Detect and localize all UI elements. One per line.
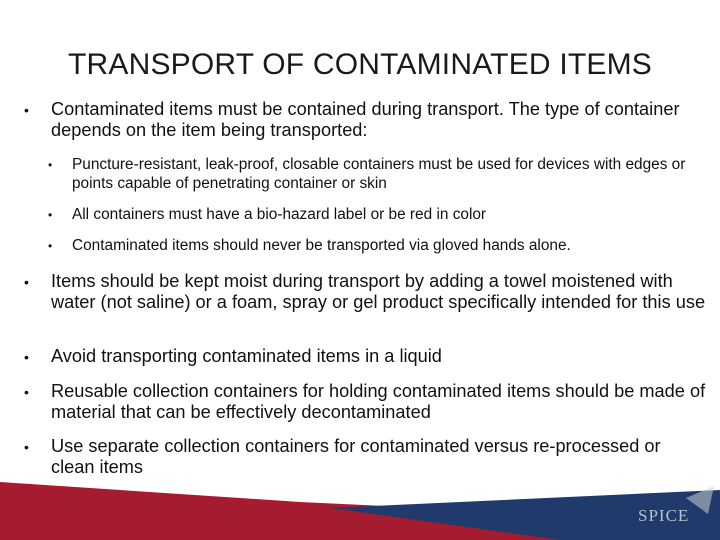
bullet-marker: • [24,102,29,118]
bullet-text: Contaminated items should never be transported via gloved hands alone. [72,237,571,254]
bullet-marker: • [48,158,53,172]
bullet-marker: • [24,274,29,290]
bullet-marker: • [48,239,53,253]
bullet-marker: • [24,349,29,365]
bullet-item [24,99,704,141]
bullet-marker: • [24,384,29,400]
bullet-text: Puncture-resistant, leak-proof, closable containers must be used for devices with edges or points capable of penetrating container or skin [72,156,686,192]
spice-logo: SPICE [638,506,690,525]
bullet-text: Items should be kept moist during transport by adding a towel moistened with water (not saline) or a foam, spray or gel product specifically intended for this use [51,271,706,312]
bullet-item [24,346,706,367]
sub-bullet-item [48,205,710,224]
footer-decoration [0,468,720,540]
bullet-item [24,271,706,313]
bullet-text: Contaminated items must be contained during transport. The type of container depends on the item being transported: [51,99,680,140]
slide-title: TRANSPORT OF CONTAMINATED ITEMS [67,48,652,81]
sub-bullet-item [48,155,710,193]
bullet-text: Avoid transporting contaminated items in a liquid [51,346,442,366]
bullet-marker: • [48,208,53,222]
bullet-text: Reusable collection containers for holding contaminated items should be made of material that can be effectively decontaminated [51,381,706,422]
sub-bullet-item [48,236,716,255]
bullet-marker: • [24,439,29,455]
bullet-text: All containers must have a bio-hazard label or be red in color [72,206,487,223]
bullet-text: Use separate collection containers for contaminated versus re-processed or clean items [51,436,661,477]
bullet-item [24,381,706,423]
